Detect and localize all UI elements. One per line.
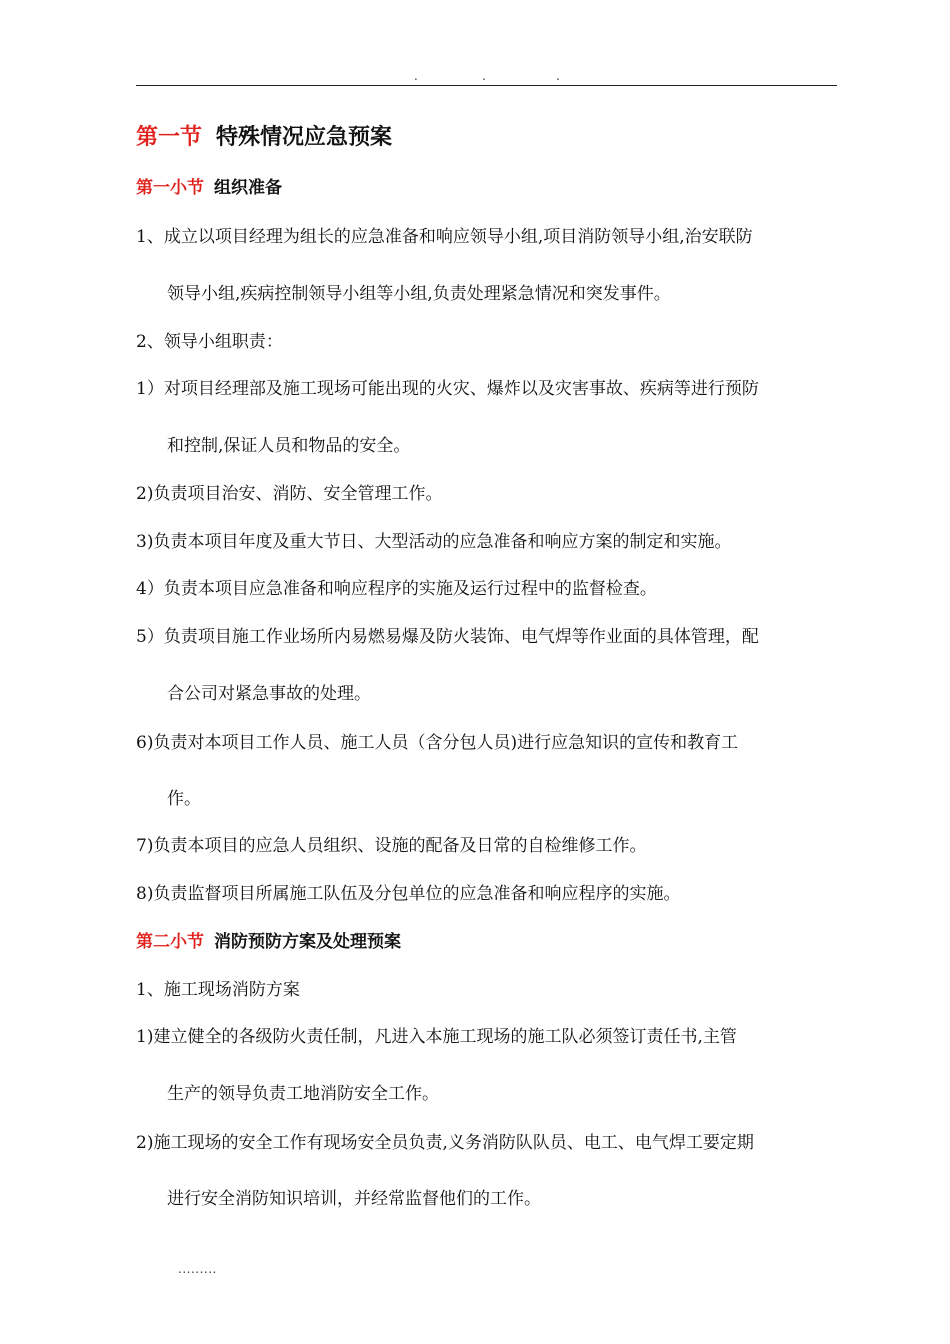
section-number: 第一节 [136, 124, 203, 150]
paragraph-line: 生产的领导负责工地消防安全工作。 [167, 1084, 439, 1104]
paragraph-line: 2、领导小组职责： [136, 332, 283, 352]
subsection-number: 第一小节 [136, 178, 204, 198]
header-dot: . [482, 69, 486, 83]
subsection-title: 消防预防方案及处理预案 [214, 932, 401, 952]
paragraph-line: 7)负责本项目的应急人员组织、设施的配备及日常的自检维修工作。 [136, 836, 647, 856]
paragraph-line: 8)负责监督项目所属施工队伍及分包单位的应急准备和响应程序的实施。 [136, 884, 681, 904]
subsection-heading-1 [136, 176, 282, 200]
paragraph-line: 和控制,保证人员和物品的安全。 [167, 436, 411, 456]
paragraph-line: 领导小组,疾病控制领导小组等小组,负责处理紧急情况和突发事件。 [167, 284, 671, 304]
header-dot: . [414, 69, 418, 83]
paragraph-line: 2)施工现场的安全工作有现场安全员负责,义务消防队队员、电工、电气焊工要定期 [136, 1133, 754, 1153]
paragraph-line: 5）负责项目施工作业场所内易燃易爆及防火装饰、电气焊等作业面的具体管理，配 [136, 627, 759, 647]
paragraph-line: 合公司对紧急事故的处理。 [167, 684, 371, 704]
paragraph-line: 1、成立以项目经理为组长的应急准备和响应领导小组,项目消防领导小组,治安联防 [136, 227, 753, 247]
paragraph-line: 作。 [167, 789, 201, 809]
subsection-title: 组织准备 [214, 178, 282, 198]
paragraph-line: 进行安全消防知识培训，并经常监督他们的工作。 [167, 1189, 541, 1209]
header-rule [136, 85, 837, 86]
paragraph-line: 1）对项目经理部及施工现场可能出现的火灾、爆炸以及灾害事故、疾病等进行预防 [136, 379, 759, 399]
footer-dots: ......... [178, 1262, 217, 1276]
paragraph-line: 3)负责本项目年度及重大节日、大型活动的应急准备和响应方案的制定和实施。 [136, 532, 732, 552]
paragraph-line: 2)负责项目治安、消防、安全管理工作。 [136, 484, 443, 504]
paragraph-line: 1、施工现场消防方案 [136, 980, 300, 1000]
header-dot: . [556, 69, 560, 83]
paragraph-line: 6)负责对本项目工作人员、施工人员（含分包人员)进行应急知识的宣传和教育工 [136, 733, 739, 753]
paragraph-line: 1)建立健全的各级防火责任制，凡进入本施工现场的施工队必须签订责任书,主管 [136, 1027, 737, 1047]
subsection-number: 第二小节 [136, 932, 204, 952]
section-heading [136, 122, 392, 152]
section-title: 特殊情况应急预案 [216, 124, 393, 150]
paragraph-line: 4）负责本项目应急准备和响应程序的实施及运行过程中的监督检查。 [136, 579, 657, 599]
subsection-heading-2 [136, 930, 401, 954]
